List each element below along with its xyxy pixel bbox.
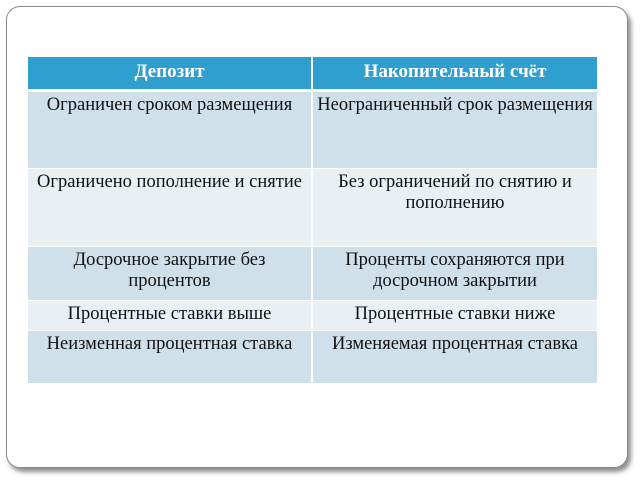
deposit-cell: Неизменная процентная ставка: [28, 331, 312, 384]
header-deposit: Депозит: [28, 57, 312, 91]
table-row: [28, 301, 597, 331]
savings-cell: Неограниченный срок размещения: [312, 91, 597, 169]
table-row: [28, 91, 597, 169]
table-row: [28, 169, 597, 247]
table-header-row: [28, 57, 597, 91]
savings-cell: Проценты сохраняются при досрочном закрытии: [312, 247, 597, 301]
deposit-cell: Ограничено пополнение и снятие: [28, 169, 312, 247]
comparison-table: [28, 57, 597, 384]
savings-cell: Изменяемая процентная ставка: [312, 331, 597, 384]
deposit-cell: Ограничен сроком размещения: [28, 91, 312, 169]
savings-cell: Процентные ставки ниже: [312, 301, 597, 331]
savings-cell: Без ограничений по снятию и пополнению: [312, 169, 597, 247]
deposit-cell: Процентные ставки выше: [28, 301, 312, 331]
header-savings-account: Накопительный счёт: [312, 57, 597, 91]
table-row: [28, 331, 597, 384]
deposit-cell: Досрочное закрытие без процентов: [28, 247, 312, 301]
table-row: [28, 247, 597, 301]
